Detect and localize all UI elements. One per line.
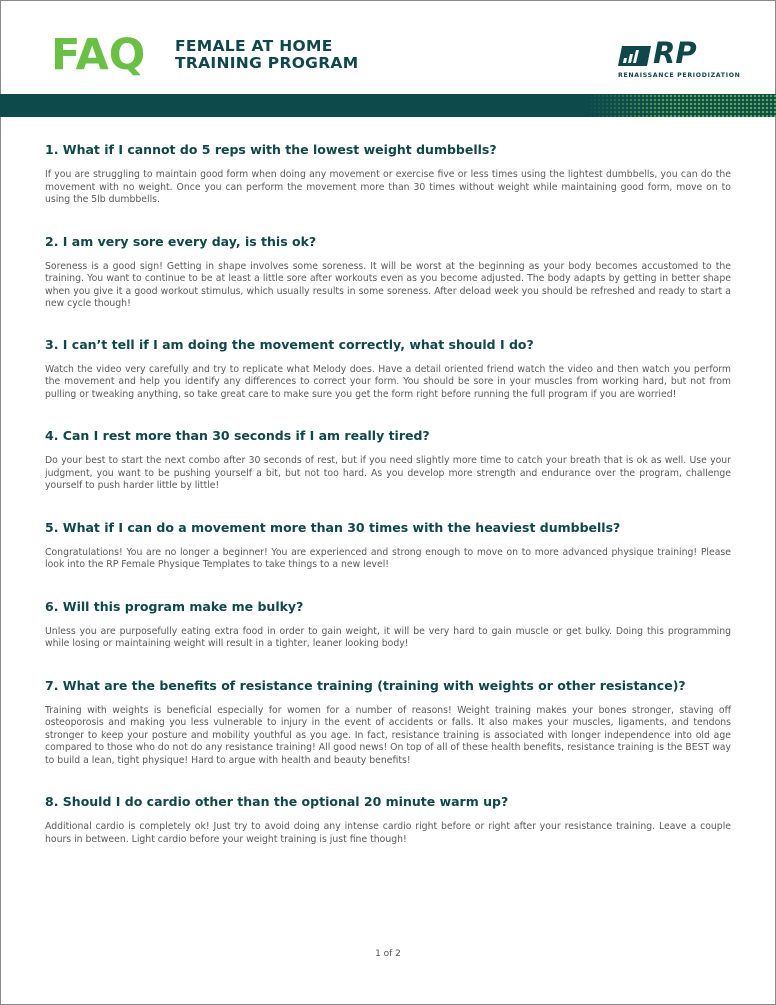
rp-logo-letters: RP — [653, 36, 697, 70]
faq-item-4 — [45, 428, 731, 493]
faq-answer: Soreness is a good sign! Getting in shape involves some soreness. It will be worst at the beginning as your body becomes accustomed to the training. You want to continue to be at least a little sore after workouts even as you become adjusted. The body adapts by getting in better shape when you give it a good workout stimulus, which usually results in some soreness. After deload week you should be refreshed and ready to start a new cycle though! — [45, 260, 731, 309]
rp-logo-subtitle: RENAISSANCE PERIODIZATION — [618, 72, 741, 79]
faq-heading: FAQ — [51, 30, 146, 80]
page-header — [0, 0, 776, 118]
faq-answer: If you are struggling to maintain good form when doing any movement or exercise five or less times using the lightest dumbbells, you can do the movement with no weight. Once you can perform the movement more than 30 times without weight while maintaining good form, move on to using the 5lb dumbbells. — [45, 169, 731, 205]
faq-question: 6. Will this program make me bulky? — [45, 598, 304, 614]
faq-answer: Unless you are purposefully eating extra food in order to gain weight, it will be very hard to gain muscle or get bulky. Doing this programming while losing or maintaining weight will result in a tighter, leaner looking body! — [45, 625, 731, 649]
document-title-line-1: FEMALE AT HOME — [175, 37, 333, 55]
faq-answer: Do your best to start the next combo after 30 seconds of rest, but if you need slightly more time to catch your breath that is ok as well. Use your judgment, you want to be pushing yourself a bit, but not too hard. As you develop more strength and endurance over the program, challenge yourself to push harder little by little! — [45, 455, 731, 491]
faq-question: 3. I can’t tell if I am doing the movement correctly, what should I do? — [45, 336, 534, 352]
faq-answer: Watch the video very carefully and try to replicate what Melody does. Have a detail oriented friend watch the video and then watch you perform the movement and help you identify any differences to correct your form. You should be sore in your muscles from working hard, but not from pulling or tweaking anything, so take great care to make sure you get the form right before running the full program if you are worried! — [45, 363, 731, 400]
rp-logo — [617, 36, 741, 84]
faq-question: 2. I am very sore every day, is this ok? — [45, 233, 317, 249]
faq-item-3 — [45, 337, 731, 402]
document-title-line-2: TRAINING PROGRAM — [175, 54, 359, 72]
faq-item-7 — [45, 678, 731, 768]
faq-item-2 — [45, 234, 731, 311]
faq-item-6 — [45, 599, 731, 651]
faq-question: 1. What if I cannot do 5 reps with the lowest weight dumbbells? — [45, 142, 497, 157]
faq-answer: Congratulations! You are no longer a beginner! You are experienced and strong enough to move on to more advanced physique training! Please look into the RP Female Physique Templates to take things to a new level! — [45, 546, 731, 570]
page-number: 1 of 2 — [375, 949, 401, 959]
faq-answer: Training with weights is beneficial especially for women for a number of reasons! Weight training makes your bones stronger, staving off osteoporosis and making you less vulnerable to injury in the event of accidents or falls. It also makes your muscles, ligaments, and tendons stronger to keep your posture and mobility youthful as you age. In fact, resistance training is associated with longer independence into old age compared to those who do not do any resistance training! All good news! On top of all of these health benefits, resistance training is the BEST way to build a lean, tight physique! Hard to argue with health and beauty benefits! — [45, 704, 731, 766]
faq-item-1 — [45, 142, 731, 207]
faq-question: 4. Can I rest more than 30 seconds if I am really tired? — [45, 428, 430, 443]
header-band-dot-pattern — [585, 94, 776, 117]
faq-question: 5. What if I can do a movement more than 30 times with the heaviest dumbbells? — [45, 519, 621, 535]
rp-logo-bars-icon — [617, 40, 653, 68]
document-title — [175, 38, 358, 72]
faq-item-8 — [45, 794, 731, 846]
faq-question: 8. Should I do cardio other than the optional 20 minute warm up? — [45, 794, 509, 809]
faq-answer: Additional cardio is completely ok! Just try to avoid doing any intense cardio right before or right after your resistance training. Leave a couple hours in between. Light cardio before your weight training is just fine though! — [45, 821, 731, 845]
faq-question: 7. What are the benefits of resistance training (training with weights or other resistance)? — [45, 677, 686, 693]
faq-item-5 — [45, 520, 731, 572]
faq-list — [45, 142, 731, 873]
